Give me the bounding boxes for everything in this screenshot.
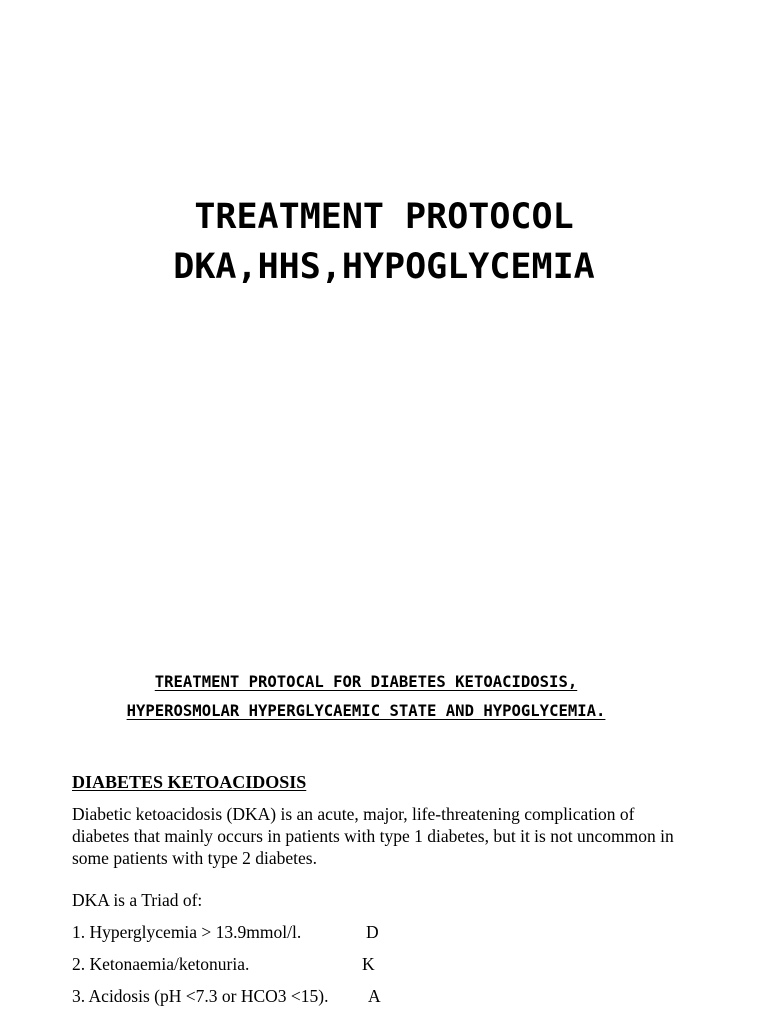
triad-letter: K bbox=[362, 954, 375, 974]
paragraph-line: diabetes that mainly occurs in patients with type 1 diabetes, but it is not uncommon in bbox=[72, 826, 674, 846]
section-title: DIABETES KETOACIDOSIS bbox=[72, 772, 307, 792]
paragraph-line: Diabetic ketoacidosis (DKA) is an acute, major, life-threatening complication of bbox=[72, 804, 635, 824]
triad-letter: D bbox=[366, 922, 379, 942]
document-heading-line-2: HYPEROSMOLAR HYPERGLYCAEMIC STATE AND HYPOGLYCEMIA. bbox=[126, 702, 606, 720]
triad-intro: DKA is a Triad of: bbox=[72, 890, 203, 910]
paragraph-line: some patients with type 2 diabetes. bbox=[72, 848, 317, 868]
triad-item: 3. Acidosis (pH <7.3 or HCO3 <15). bbox=[72, 986, 329, 1006]
cover-title-line-1: TREATMENT PROTOCOL bbox=[194, 197, 574, 237]
document-heading-line-1: TREATMENT PROTOCAL FOR DIABETES KETOACIDOSIS, bbox=[154, 673, 578, 691]
triad-item: 2. Ketonaemia/ketonuria. bbox=[72, 954, 250, 974]
triad-letter: A bbox=[368, 986, 381, 1006]
triad-item: 1. Hyperglycemia > 13.9mmol/l. bbox=[72, 922, 302, 942]
cover-title-line-2: DKA,HHS,HYPOGLYCEMIA bbox=[173, 247, 595, 287]
